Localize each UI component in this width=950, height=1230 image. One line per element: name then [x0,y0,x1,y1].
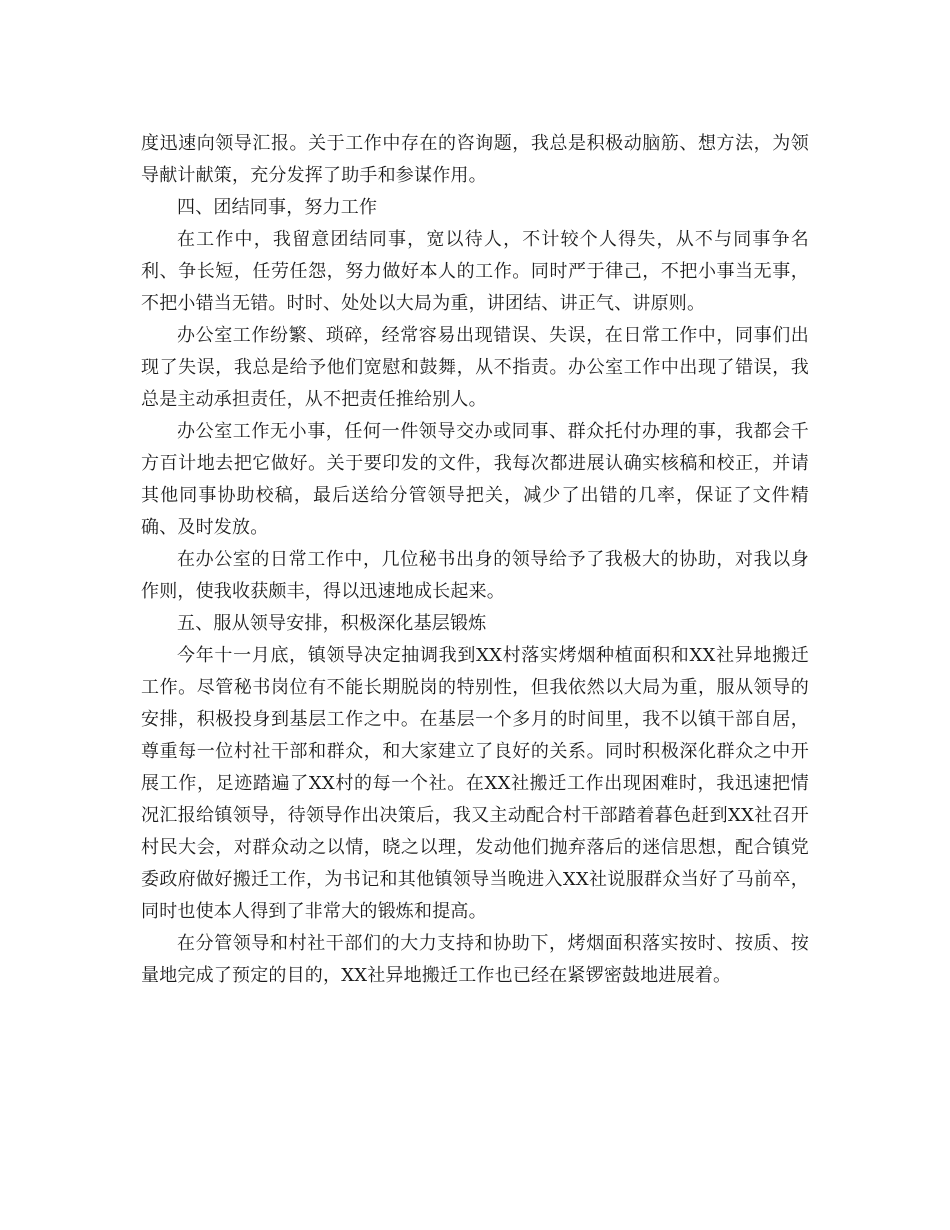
document-body [141,128,809,992]
section-heading-four: 四、团结同事，努力工作 [177,197,378,218]
paragraph: 在办公室的日常工作中，几位秘书出身的领导给予了我极大的协助，对我以身作则，使我收获颇丰，得以迅速地成长起来。 [141,549,809,602]
paragraph: 办公室工作纷繁、琐碎，经常容易出现错误、失误，在日常工作中，同事们出现了失误，我总是给予他们宽慰和鼓舞，从不指责。办公室工作中出现了错误，我总是主动承担责任，从不把责任推给别人。 [141,325,809,410]
paragraph-continuation: 度迅速向领导汇报。关于工作中存在的咨询题，我总是积极动脑筋、想方法，为领导献计献策，充分发挥了助手和参谋作用。 [141,133,809,186]
section-heading-five: 五、服从领导安排，积极深化基层锻炼 [177,613,487,634]
paragraph: 办公室工作无小事，任何一件领导交办或同事、群众托付办理的事，我都会千方百计地去把它做好。关于要印发的文件，我每次都进展认确实核稿和校正，并请其他同事协助校稿，最后送给分管领导把关，减少了出错的几率，保证了文件精确、及时发放。 [141,421,809,538]
paragraph: 在工作中，我留意团结同事，宽以待人，不计较个人得失，从不与同事争名利、争长短，任劳任怨，努力做好本人的工作。同时严于律己，不把小事当无事，不把小错当无错。时时、处处以大局为重，讲团结、讲正气、讲原则。 [141,229,809,314]
paragraph: 在分管领导和村社干部们的大力支持和协助下，烤烟面积落实按时、按质、按量地完成了预定的目的，XX社异地搬迁工作也已经在紧锣密鼓地进展着。 [141,933,809,986]
paragraph: 今年十一月底，镇领导决定抽调我到XX村落实烤烟种植面积和XX社异地搬迁工作。尽管秘书岗位有不能长期脱岗的特别性，但我依然以大局为重，服从领导的安排，积极投身到基层工作之中。在基层一个多月的时间里，我不以镇干部自居，尊重每一位村社干部和群众，和大家建立了良好的关系。同时积极深化群众之中开展工作，足迹踏遍了XX村的每一个社。在XX社搬迁工作出现困难时，我迅速把情况汇报给镇领导，待领导作出决策后，我又主动配合村干部踏着暮色赶到XX社召开村民大会，对群众动之以情，晓之以理，发动他们抛弃落后的迷信思想，配合镇党委政府做好搬迁工作，为书记和其他镇领导当晚进入XX社说服群众当好了马前卒，同时也使本人得到了非常大的锻炼和提高。 [141,645,809,922]
